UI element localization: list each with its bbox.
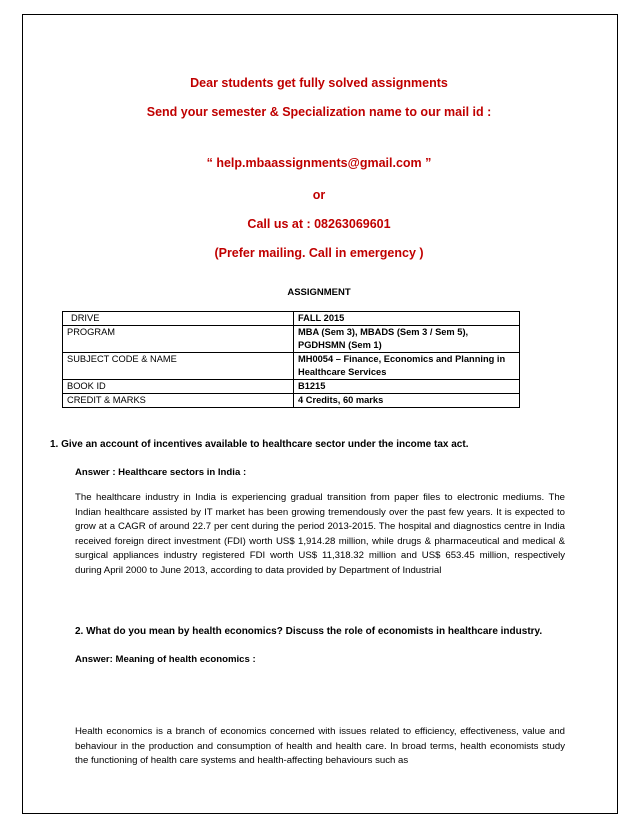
contact-phone[interactable]: Call us at : 08263069601 xyxy=(247,217,391,231)
row-label: DRIVE xyxy=(63,312,294,326)
answer-1-body: The healthcare industry in India is experiencing gradual transition from paper files to electronic mediums. The Indian healthcare assisted by IT market has been growing tremendously over the past few years. It is expected to grow at a CAGR of around 22.7 per cent during the period 2013-2015. The hospital and diagnostics centre in India received foreign direct investment (FDI) worth US$ 1,914.28 million, while drugs & pharmaceutical and medical & surgical appliances industry registered FDI worth US$ 11,318.32 million and US$ 653.45 million, respectively during April 2000 to June 2013, according to data provided by Department of Industrial xyxy=(75,492,565,576)
row-label: BOOK ID xyxy=(63,380,294,394)
question-1: 1. Give an account of incentives available to healthcare sector under the income tax act. xyxy=(50,439,469,450)
answer-2-body: Health economics is a branch of economics concerned with issues related to efficiency, effectiveness, value and behaviour in the production and consumption of health and health care. In broad terms, health economists study the functioning of health care systems and health-affecting behaviours such as xyxy=(75,726,565,767)
assignment-title: ASSIGNMENT xyxy=(287,287,351,298)
or-text: or xyxy=(312,188,326,202)
row-label: PROGRAM xyxy=(63,326,294,353)
table-row xyxy=(63,312,520,326)
row-label: SUBJECT CODE & NAME xyxy=(63,353,294,380)
table-row xyxy=(63,394,520,408)
row-value: B1215 xyxy=(294,380,520,394)
row-value: MBA (Sem 3), MBADS (Sem 3 / Sem 5), PGDHSMN (Sem 1) xyxy=(294,326,520,353)
prefer-note: (Prefer mailing. Call in emergency ) xyxy=(214,246,424,260)
header-line-1: Dear students get fully solved assignments xyxy=(190,76,448,90)
page-border xyxy=(22,14,618,814)
contact-email[interactable]: “ help.mbaassignments@gmail.com ” xyxy=(206,156,432,170)
question-2: 2. What do you mean by health economics? Discuss the role of economists in healthcare industry. xyxy=(75,626,543,637)
header-line-2: Send your semester & Specialization name to our mail id : xyxy=(146,105,492,119)
row-value: FALL 2015 xyxy=(294,312,520,326)
assignment-info-table xyxy=(62,311,520,408)
row-label: CREDIT & MARKS xyxy=(63,394,294,408)
table-row xyxy=(63,326,520,353)
row-value: MH0054 – Finance, Economics and Planning in Healthcare Services xyxy=(294,353,520,380)
answer-2-heading: Answer: Meaning of health economics : xyxy=(75,654,256,665)
row-value: 4 Credits, 60 marks xyxy=(294,394,520,408)
table-row xyxy=(63,380,520,394)
answer-1-heading: Answer : Healthcare sectors in India : xyxy=(75,467,247,478)
table-row xyxy=(63,353,520,380)
